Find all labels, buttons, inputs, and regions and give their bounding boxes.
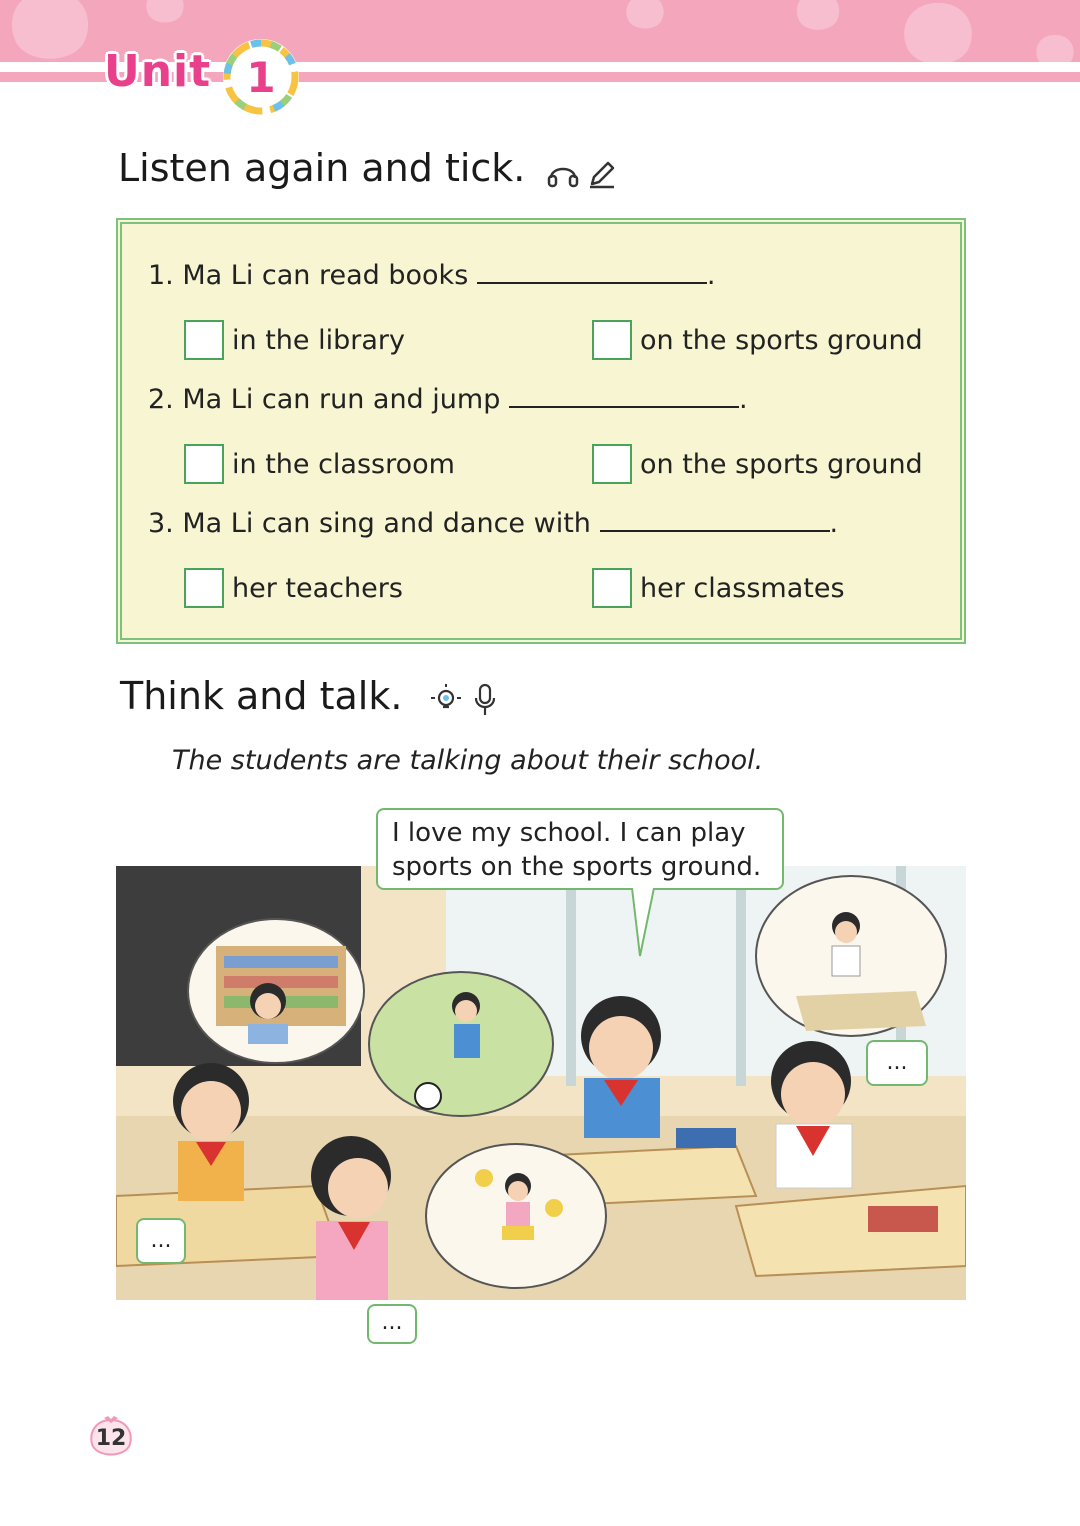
speech-bubble-bottom: ... xyxy=(367,1304,417,1344)
tick-checkbox[interactable] xyxy=(592,568,632,608)
strawberry-decoration-icon xyxy=(140,0,190,28)
option-row[interactable]: on the sports ground xyxy=(592,444,923,484)
tick-checkbox[interactable] xyxy=(184,444,224,484)
headphones-icon xyxy=(546,158,580,190)
unit-label: Unit xyxy=(104,46,212,97)
strawberry-decoration-icon xyxy=(1030,30,1080,74)
unit-number-badge xyxy=(220,36,302,118)
option-row[interactable]: her classmates xyxy=(592,568,845,608)
tick-checkbox[interactable] xyxy=(592,444,632,484)
question-3: 3. Ma Li can sing and dance with . xyxy=(148,508,839,539)
answer-blank[interactable] xyxy=(509,384,739,408)
page-number: 12 xyxy=(86,1412,136,1462)
strawberry-decoration-icon xyxy=(0,0,100,70)
answer-blank[interactable] xyxy=(477,260,707,284)
classroom-illustration xyxy=(116,866,966,1300)
strawberry-decoration-icon xyxy=(790,0,846,36)
question-2: 2. Ma Li can run and jump . xyxy=(148,384,748,415)
microphone-icon xyxy=(472,682,498,718)
tick-checkbox[interactable] xyxy=(184,568,224,608)
strawberry-decoration-icon xyxy=(620,0,670,34)
speech-bubble-right: ... xyxy=(866,1040,928,1086)
question-1: 1. Ma Li can read books . xyxy=(148,260,716,291)
tick-checkbox[interactable] xyxy=(184,320,224,360)
strawberry-decoration-icon xyxy=(890,0,986,74)
speech-bubble-left: ... xyxy=(136,1218,186,1264)
pencil-icon xyxy=(586,158,618,190)
speech-bubble-tail xyxy=(630,888,660,958)
answer-blank[interactable] xyxy=(600,508,830,532)
tick-checkbox[interactable] xyxy=(592,320,632,360)
speech-bubble-main: I love my school. I can play sports on the sports ground. xyxy=(376,808,784,890)
listen-exercise-box xyxy=(116,218,966,644)
section-title-listen-text: Listen again and tick. xyxy=(118,146,526,190)
option-row[interactable]: in the classroom xyxy=(184,444,455,484)
option-row[interactable]: in the library xyxy=(184,320,405,360)
option-row[interactable]: on the sports ground xyxy=(592,320,923,360)
section-title-think-text: Think and talk. xyxy=(120,674,403,718)
section-title-listen xyxy=(118,146,525,190)
unit-number: 1 xyxy=(246,53,276,102)
section-title-think xyxy=(120,674,402,718)
option-row[interactable]: her teachers xyxy=(184,568,403,608)
lightbulb-icon xyxy=(428,682,464,718)
instruction-text: The students are talking about their school. xyxy=(172,745,764,776)
